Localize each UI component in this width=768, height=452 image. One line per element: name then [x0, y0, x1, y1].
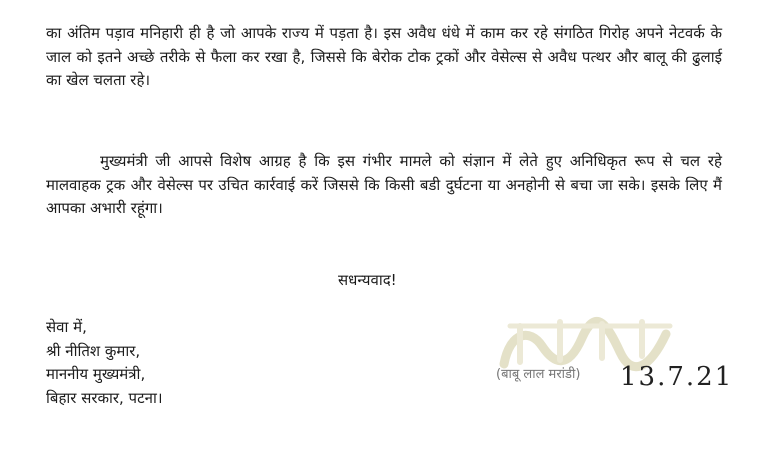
letter-paragraph-2	[46, 150, 722, 221]
letter-paragraph-1	[46, 22, 722, 93]
handwritten-date: 13.7.21	[620, 362, 734, 392]
paragraph-2-line-4: रहूंगा।	[130, 199, 163, 217]
address-line-3: माननीय मुख्यमंत्री,	[46, 365, 146, 383]
paragraph-1-line-1: का अंतिम पड़ाव मनिहारी ही है जो आपके राज्य में पड़ता है। इस अवैध धंधे में काम कर	[46, 24, 529, 42]
address-line-4: बिहार सरकार, पटना।	[46, 388, 163, 407]
paragraph-1-line-3: जिससे कि बेरोक टोक ट्रकों और वेसेल्स से अवैध पत्थर और बालू की ढुलाई का खेल	[46, 47, 722, 89]
recipient-address	[46, 316, 163, 410]
paragraph-2-line-1: मुख्यमंत्री जी आपसे विशेष आग्रह है कि इस गंभीर मामले को संज्ञान में लेते हुए	[100, 152, 562, 170]
address-line-1: सेवा में,	[46, 318, 87, 336]
closing-thanks: सधन्यवाद!	[338, 271, 397, 289]
signature-caption: (बाबू लाल मरांडी)	[496, 367, 581, 382]
paragraph-2-line-2: अनिधिकृत रूप से चल रहे मालवाहक ट्रक और वेसेल्स पर उचित कार्रवाई करें जिससे	[46, 152, 722, 194]
paragraph-2-line-3: कि किसी बडी दुर्घटना या अनहोनी से बचा जा सके। इसके लिए मैं आपका अभारी	[46, 175, 722, 217]
address-line-2: श्री नीतिश कुमार,	[46, 341, 141, 360]
paragraph-1-line-4: चलता रहे।	[93, 71, 151, 89]
paragraph-1-line-2: रहे संगठित गिरोह अपने नेटवर्क के जाल को इतने अच्छे तरीके से फैला कर रखा है,	[46, 24, 722, 66]
